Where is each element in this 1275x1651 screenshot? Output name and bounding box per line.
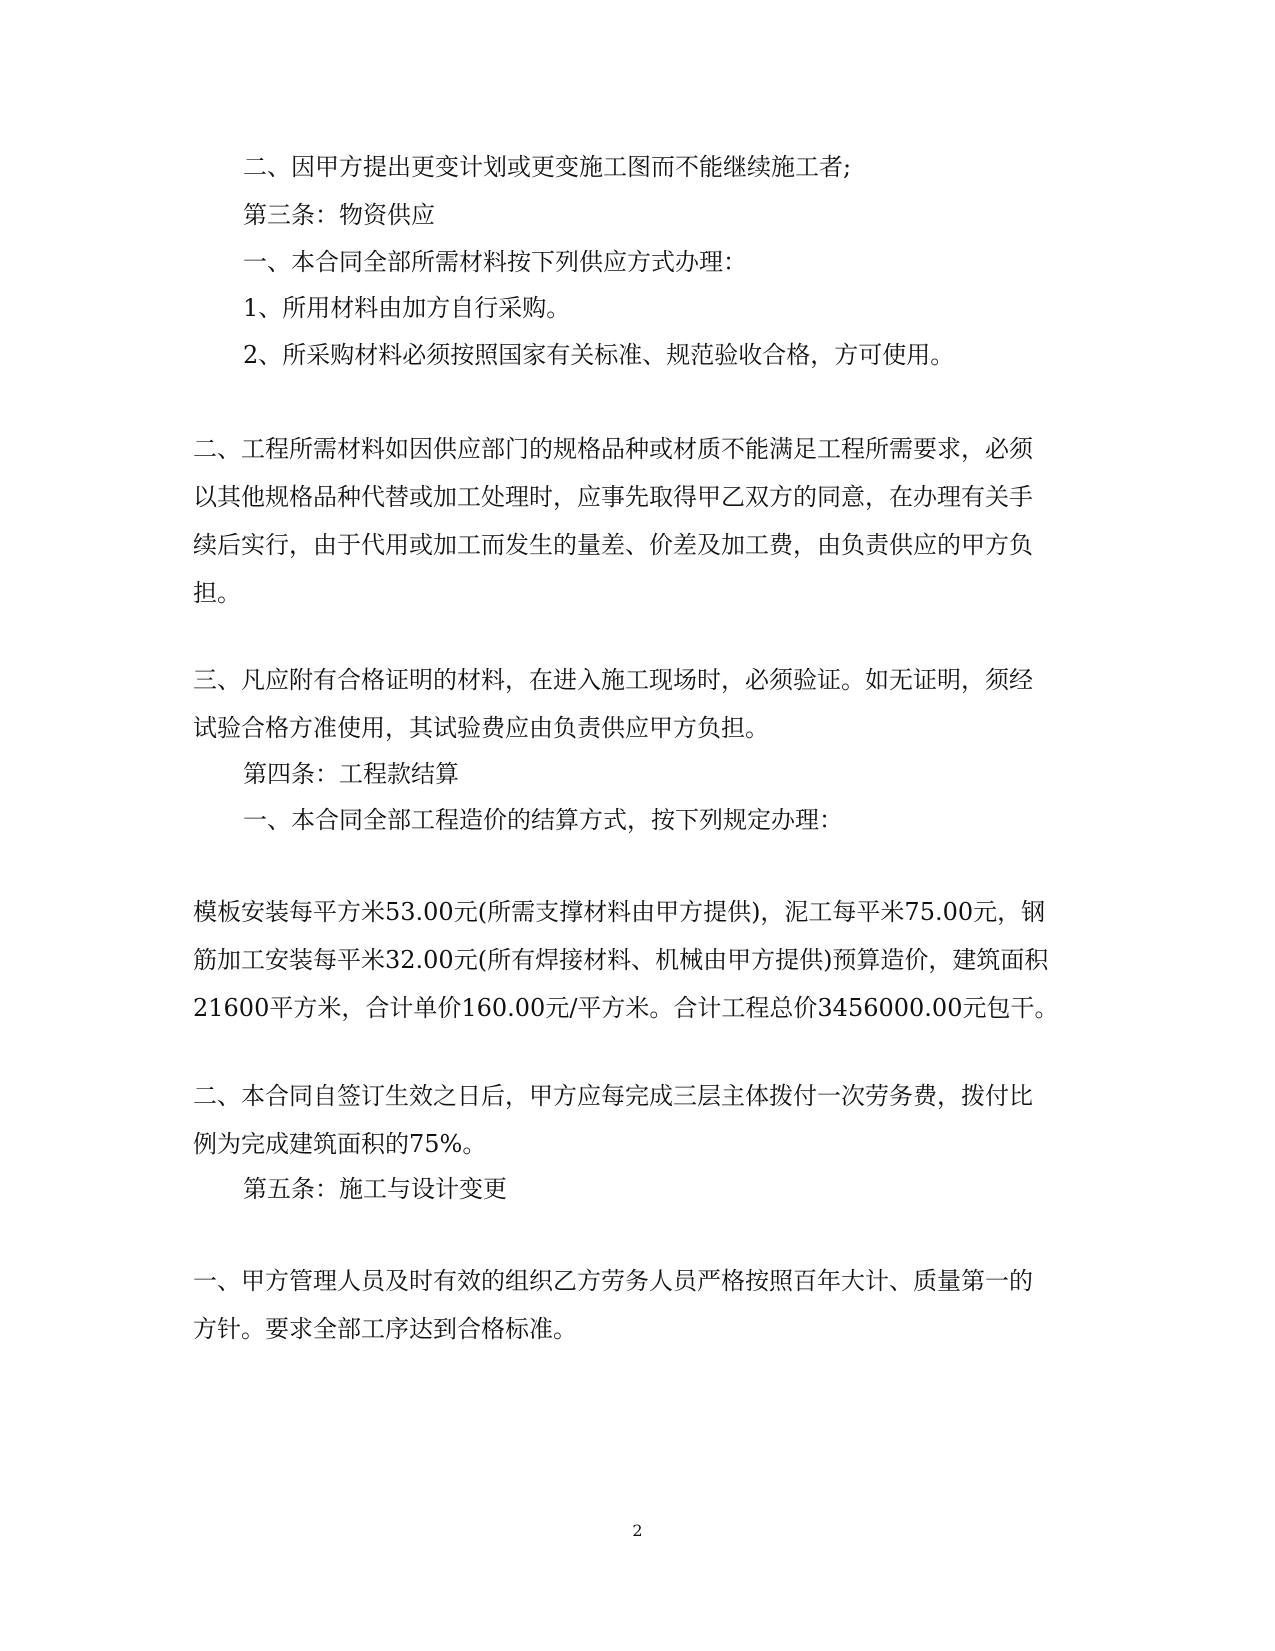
paragraph-supply-method — [243, 238, 747, 286]
text-line: 模板安装每平方米53.00元(所需支撑材料由甲方提供)，泥工每平米75.00元，钢 — [193, 898, 1046, 926]
text-line: 以其他规格品种代替或加工处理时，应事先取得甲乙双方的同意，在办理有关手 — [193, 483, 1033, 511]
text-line: 筋加工安装每平米32.00元(所有焊接材料、机械由甲方提供)预算造价，建筑面积 — [193, 946, 1049, 974]
text-line: 第四条：工程款结算 — [243, 760, 459, 788]
text-line: 方针。要求全部工序达到合格标准。 — [193, 1315, 577, 1343]
text-line: 一、甲方管理人员及时有效的组织乙方劳务人员严格按照百年大计、质量第一的 — [193, 1267, 1033, 1295]
heading-article-5 — [243, 1165, 507, 1213]
text-line: 二、因甲方提出更变计划或更变施工图而不能继续施工者; — [243, 153, 852, 181]
text-line: 三、凡应附有合格证明的材料，在进入施工现场时，必须验证。如无证明，须经 — [193, 666, 1033, 694]
paragraph-pricing — [193, 888, 1058, 1032]
paragraph-material-substitution — [193, 425, 1033, 617]
text-line: 第三条：物资供应 — [243, 201, 435, 229]
text-line: 2、所采购材料必须按照国家有关标准、规范验收合格，方可使用。 — [243, 341, 955, 369]
text-line: 续后实行，由于代用或加工而发生的量差、价差及加工费，由负责供应的甲方负 — [193, 531, 1033, 559]
text-line: 第五条：施工与设计变更 — [243, 1175, 507, 1203]
text-line: 21600平方米，合计单价160.00元/平方米。合计工程总价3456000.00元包干。 — [193, 994, 1059, 1022]
text-line: 担。 — [193, 579, 241, 607]
paragraph-settlement-method — [243, 796, 843, 844]
text-line: 1、所用材料由加方自行采购。 — [243, 294, 571, 322]
paragraph-supply-item-1 — [243, 284, 570, 332]
text-line: 例为完成建筑面积的75%。 — [193, 1130, 487, 1158]
page-number: 2 — [632, 1521, 643, 1540]
paragraph-clause-2-2 — [243, 143, 851, 191]
text-line: 试验合格方准使用，其试验费应由负责供应甲方负担。 — [193, 714, 769, 742]
text-line: 二、本合同自签订生效之日后，甲方应每完成三层主体拨付一次劳务费，拨付比 — [193, 1082, 1033, 1110]
paragraph-material-certificate — [193, 656, 1033, 752]
paragraph-construction-management — [193, 1257, 1033, 1353]
text-line: 一、本合同全部工程造价的结算方式，按下列规定办理： — [243, 806, 843, 834]
text-line: 二、工程所需材料如因供应部门的规格品种或材质不能满足工程所需要求，必须 — [193, 435, 1033, 463]
heading-article-4 — [243, 750, 459, 798]
paragraph-payment — [193, 1072, 1033, 1168]
heading-article-3 — [243, 191, 435, 239]
text-line: 一、本合同全部所需材料按下列供应方式办理： — [243, 248, 747, 276]
paragraph-supply-item-2 — [243, 331, 954, 379]
